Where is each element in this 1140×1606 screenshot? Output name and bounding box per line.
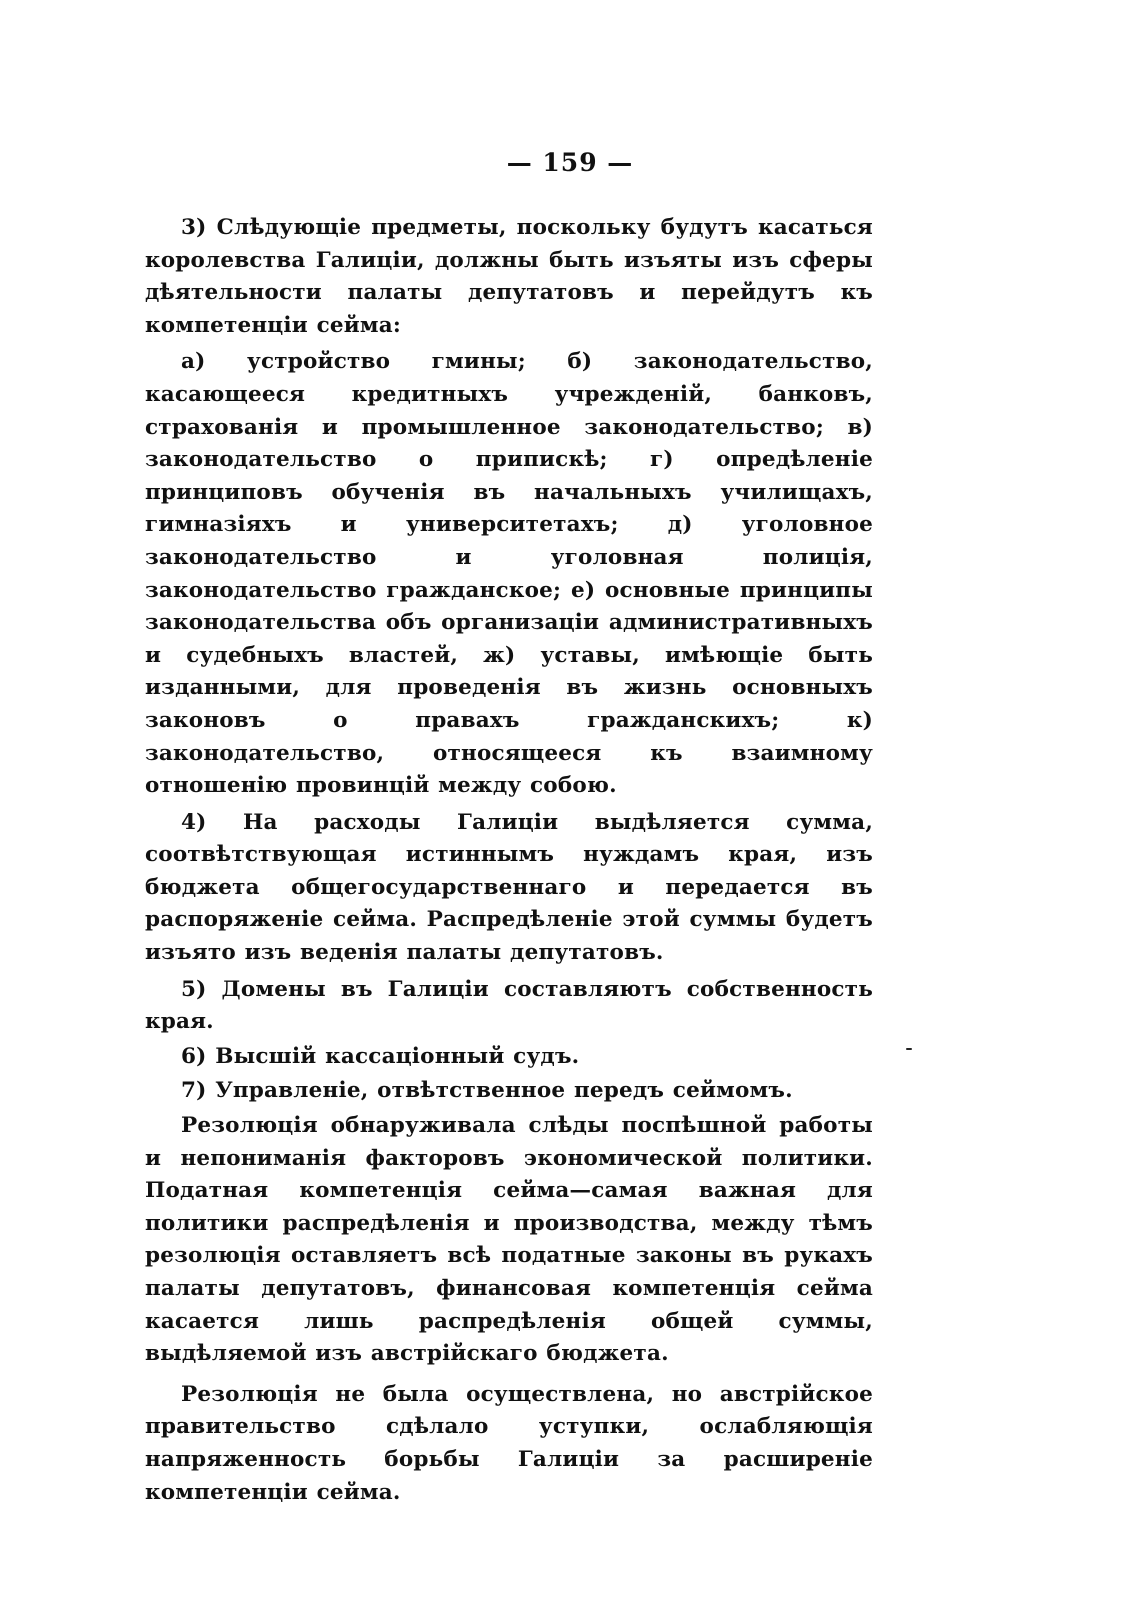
paragraph-item-6: 6) Высшій кассаціонный судъ. (181, 1043, 580, 1069)
paragraph-item-3: 3) Слѣдующіе предметы, поскольку будутъ касаться королевства Галиціи, должны быть изъяты изъ сферы дѣятельности палаты депутатовъ и перейдутъ къ компетенціи сейма: (145, 215, 873, 338)
paragraph-item-5: 5) Домены въ Галиціи составляютъ собственность края. (145, 976, 873, 1035)
paragraph-resolution-critique: Резолюція обнаруживала слѣды поспѣшной работы и непониманія факторовъ экономической политики. Податная компетенція сейма—самая важная для политики распредѣленія и производства, между тѣмъ резолюція оставляетъ всѣ податные законы въ рукахъ палаты депутатовъ, финансовая компетенція сейма касается лишь распредѣленія общей суммы, выдѣляемой изъ австрійскаго бюджета. (145, 1113, 873, 1367)
page-number: — 159 — (506, 148, 634, 177)
paragraph-subitems-list: а) устройство гмины; б) законодательство, касающееся кредитныхъ учрежденій, банковъ, страхованія и промышленное законодательство; в) законодательство о припискѣ; г) опредѣленіе принциповъ обученія въ начальныхъ училищахъ, гимназіяхъ и университетахъ; д) уголовное законодательство и уголовная полиція, законодательство гражданское; е) основные принципы законодательства объ организаціи административныхъ и судебныхъ властей, ж) уставы, имѣющіе быть изданными, для проведенія въ жизнь основныхъ законовъ о правахъ гражданскихъ; к) законодательство, относящееся къ взаимному отношенію провинцій между собою. (145, 349, 873, 799)
paragraph-resolution-outcome: Резолюція не была осуществлена, но австрійское правительство сдѣлало уступки, ослабляющія напряженность борьбы Галиціи за расширеніе компетенціи сейма. (145, 1381, 873, 1505)
paragraph-item-4: 4) На расходы Галиціи выдѣляется сумма, соотвѣтствующая истиннымъ нуждамъ края, изъ бюджета общегосударственнаго и передается въ распоряженіе сейма. Распредѣленіе этой суммы будетъ изъято изъ веденія палаты депутатовъ. (145, 809, 873, 966)
scan-speck (906, 1048, 912, 1050)
body-text (145, 212, 873, 1513)
paragraph-item-7: 7) Управленіе, отвѣтственное передъ сеймомъ. (181, 1078, 793, 1104)
